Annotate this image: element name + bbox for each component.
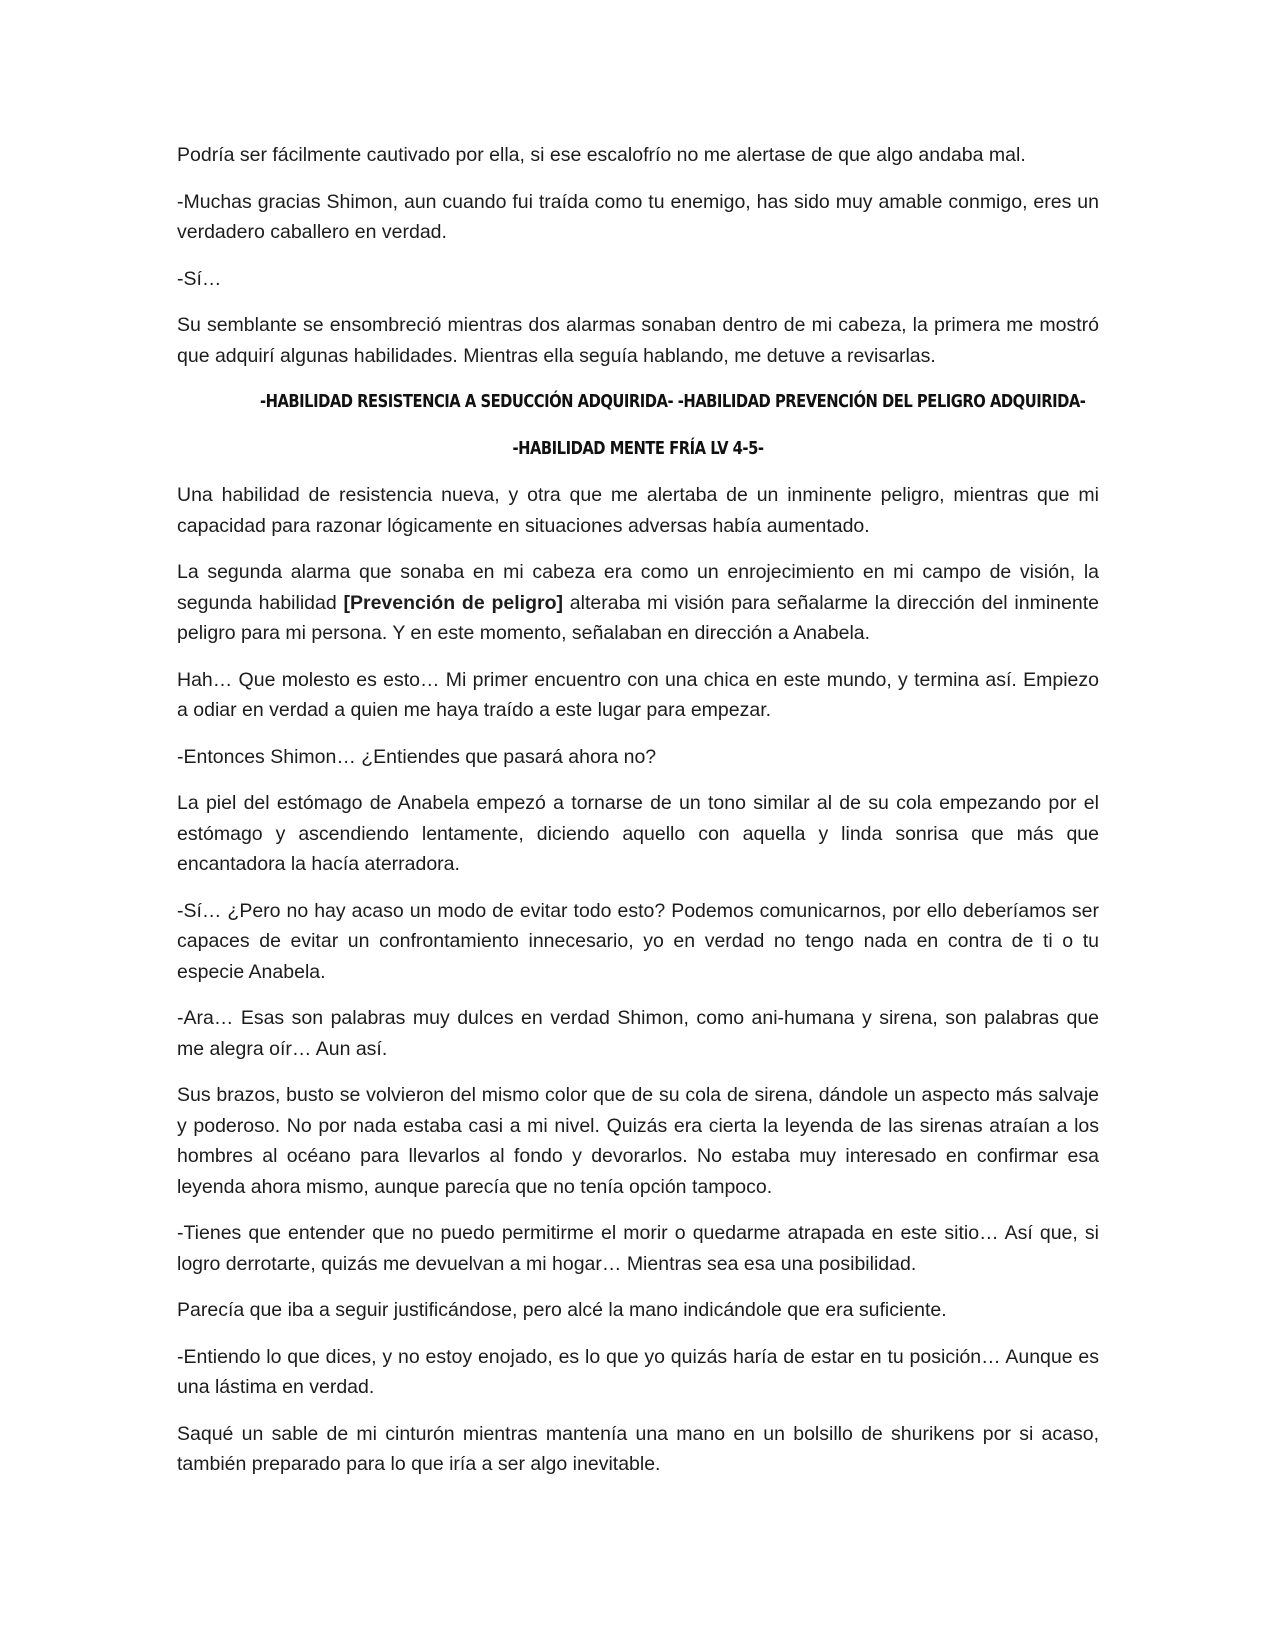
paragraph: -Ara… Esas son palabras muy dulces en verdad Shimon, como ani-humana y sirena, son palabras que me alegra oír… Aun así. [177,1007,1099,1060]
paragraph-text: alteraba mi visión para señalarme la dirección del inminente peligro para mi persona. Y en este momento, señalaban en dirección a Anabela. [177,591,1099,644]
paragraph: Parecía que iba a seguir justificándose, pero alcé la mano indicándole que era suficiente. [177,1299,947,1321]
paragraph: La piel del estómago de Anabela empezó a tornarse de un tono similar al de su cola empezando por el estómago y ascendiendo lentamente, diciendo aquello con aquella y linda sonrisa que más que encantadora la hacía aterradora. [177,792,1099,875]
skill-notification: -HABILIDAD MENTE FRÍA LV 4-5- [512,437,764,459]
paragraph: -Entiendo lo que dices, y no estoy enojado, es lo que yo quizás haría de estar en tu posición… Aunque es una lástima en verdad. [177,1345,1099,1398]
paragraph: Podría ser fácilmente cautivado por ella, si ese escalofrío no me alertase de que algo andaba mal. [177,144,1026,166]
paragraph: -Entonces Shimon… ¿Entiendes que pasará ahora no? [177,745,657,768]
paragraph: Saqué un sable de mi cinturón mientras mantenía una mano en un bolsillo de shurikens por si acaso, también preparado para lo que iría a ser algo inevitable. [177,1422,1099,1475]
paragraph: Sus brazos, busto se volvieron del mismo color que de su cola de sirena, dándole un aspecto más salvaje y poderoso. No por nada estaba casi a mi nivel. Quizás era cierta la leyenda de las sirenas atraían a los hombres al océano para llevarlos al fondo y devorarlos. No estaba muy interesado en confirmar esa leyenda ahora mismo, aunque parecía que no tenía opción tampoco. [177,1084,1099,1198]
paragraph: -Sí… ¿Pero no hay acaso un modo de evitar todo esto? Podemos comunicarnos, por ello deberíamos ser capaces de evitar un confrontamiento innecesario, yo en verdad no tengo nada en contra de ti o tu especie Anabela. [177,899,1099,983]
paragraph: Una habilidad de resistencia nueva, y otra que me alertaba de un inminente peligro, mientras que mi capacidad para razonar lógicamente en situaciones adversas había aumentado. [177,484,1099,537]
paragraph: Hah… Que molesto es esto… Mi primer encuentro con una chica en este mundo, y termina así. Empiezo a odiar en verdad a quien me haya traído a este lugar para empezar. [177,668,1099,721]
paragraph: -Tienes que entender que no puedo permitirme el morir o quedarme atrapada en este sitio… Así que, si logro derrotarte, quizás me devuelvan a mi hogar… Mientras sea esa una posibilidad. [177,1222,1099,1275]
paragraph-text: La segunda alarma que sonaba en mi cabeza era como un enrojecimiento en mi campo de visión, la segunda habilidad [177,561,1099,614]
paragraph: -Sí… [177,267,222,290]
paragraph: -Muchas gracias Shimon, aun cuando fui traída como tu enemigo, has sido muy amable conmigo, eres un verdadero caballero en verdad. [177,190,1099,243]
paragraph [177,557,1099,649]
paragraph: Su semblante se ensombreció mientras dos alarmas sonaban dentro de mi cabeza, la primera me mostró que adquirí algunas habilidades. Mientras ella seguía hablando, me detuve a revisarlas. [177,314,1099,367]
skill-notification: -HABILIDAD RESISTENCIA A SEDUCCIÓN ADQUIRIDA- -HABILIDAD PREVENCIÓN DEL PELIGRO ADQUIRIDA- [259,391,1086,412]
skill-name-bold: [Prevención de peligro] [343,591,563,614]
document-page [177,140,1099,1496]
